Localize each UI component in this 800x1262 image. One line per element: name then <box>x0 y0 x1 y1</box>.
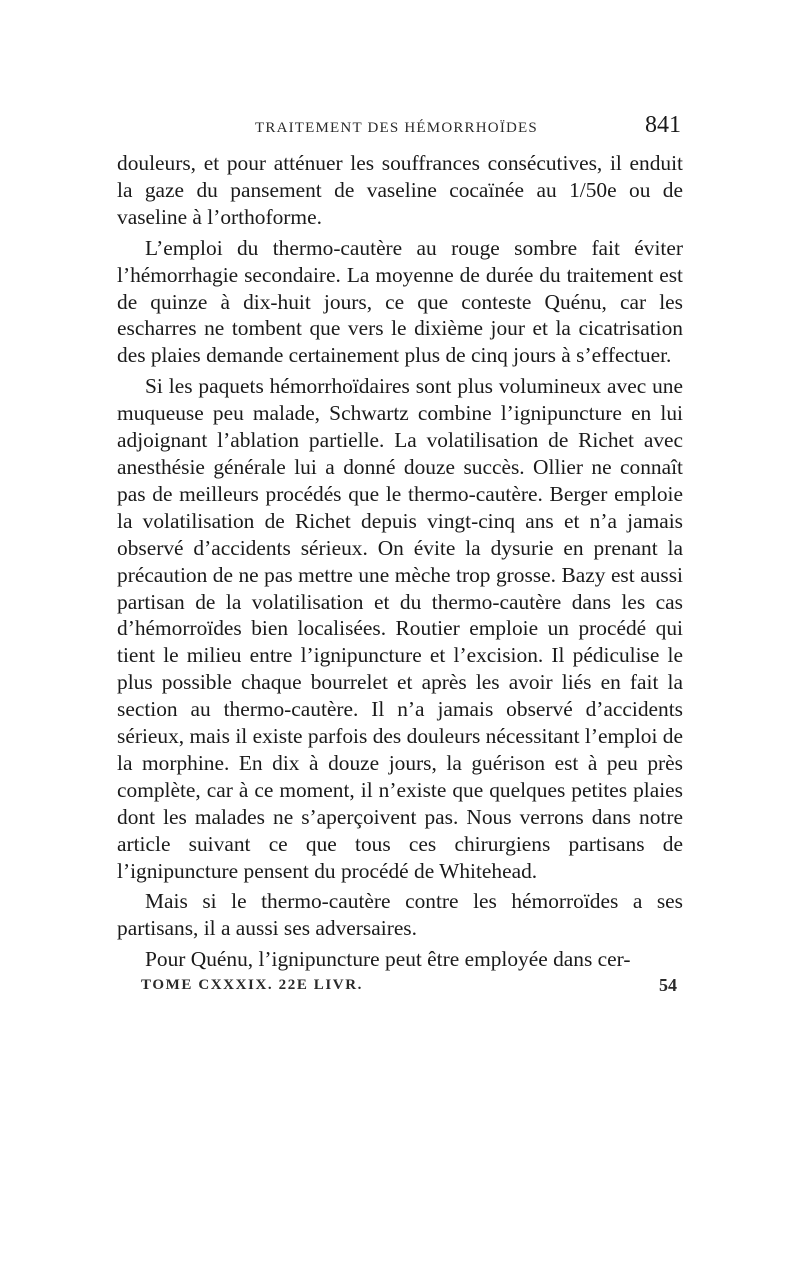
paragraph-5: Pour Quénu, l’ignipuncture peut être employée dans cer- <box>145 947 631 972</box>
paragraph-4: Mais si le thermo-cautère contre les hémorroïdes a ses partisans, il a aussi ses adversaires. <box>117 889 683 941</box>
paragraph-2: L’emploi du thermo-cautère au rouge sombre fait éviter l’hémorrhagie secondaire. La moyenne de durée du traitement est de quinze à dix-huit jours, ce que conteste Quénu, car les escharres ne tombent que vers le dixième jour et la cicatrisation des plaies demande certainement plus de cinq jours à s’effectuer. <box>117 235 683 368</box>
body-text <box>117 150 683 973</box>
signature-number: 54 <box>659 975 677 996</box>
paragraph-1: douleurs, et pour atténuer les souffrances consécutives, il enduit la gaze du pansement de vaseline cocaïnée au 1/50e ou de vaseline à l’orthoforme. <box>117 151 683 229</box>
page-number: 841 <box>645 112 681 138</box>
page-header <box>117 112 683 140</box>
page-footer <box>117 975 683 1005</box>
paragraph-3: Si les paquets hémorrhoïdaires sont plus volumineux avec une muqueuse peu malade, Schwartz combine l’ignipuncture en lui adjoignant l’ablation partielle. La volatilisation de Richet avec anesthésie générale lui a donné douze succès. Ollier ne connaît pas de meilleurs procédés que le thermo-cautère. Berger emploie la volatilisation de Richet depuis vingt-cinq ans et n’a jamais observé d’accidents sérieux. On évite la dysurie en prenant la précaution de ne pas mettre une mèche trop grosse. Bazy est aussi partisan de la volatilisation et du thermo-cautère dans les cas d’hémorroïdes bien localisées. Routier emploie un procédé qui tient le milieu entre l’ignipuncture et l’excision. Il pédiculise le plus possible chaque bourrelet et après les avoir liés en fait la section au thermo-cautère. Il n’a jamais observé d’accidents sérieux, mais il existe parfois des douleurs nécessitant l’emploi de la morphine. En dix à douze jours, la guérison est à peu près complète, car à ce moment, il n’existe que quelques petites plaies dont les malades ne s’aperçoivent pas. Nous verrons dans notre article suivant ce que tous ces chirurgiens partisans de l’ignipuncture pensent du procédé de Whitehead. <box>117 374 683 883</box>
printer-signature: TOME CXXXIX. 22E LIVR. <box>141 977 364 994</box>
book-page <box>117 112 683 1005</box>
running-title: TRAITEMENT DES HÉMORRHOÏDES <box>255 120 538 136</box>
